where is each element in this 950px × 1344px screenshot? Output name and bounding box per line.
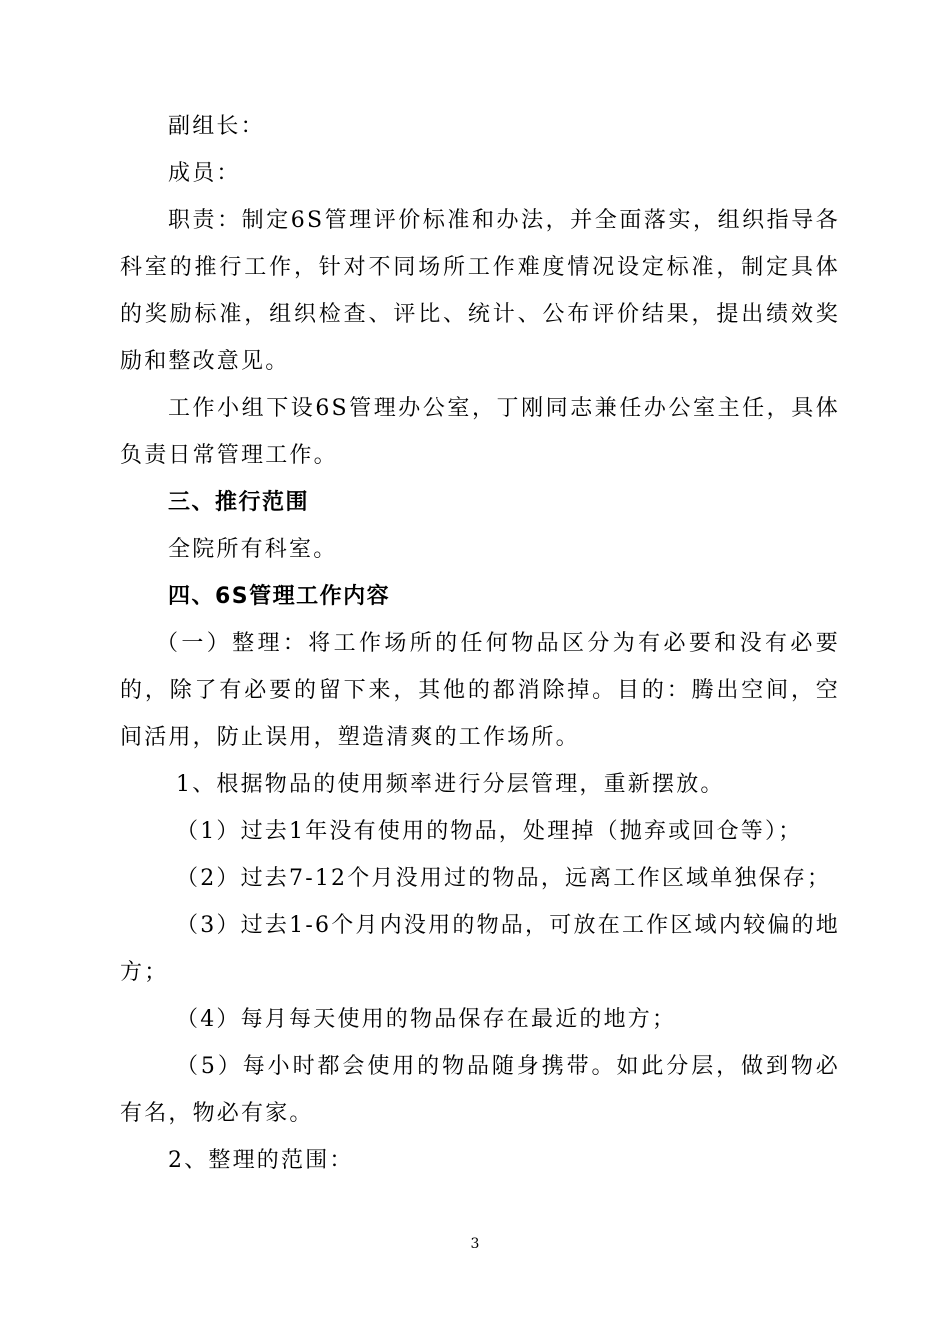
list-item-3: （3）过去1-6个月内没用的物品，可放在工作区域内较偏的地方； [120,913,840,985]
office-paragraph: 工作小组下设6S管理办公室，丁刚同志兼任办公室主任，具体负责日常管理工作。 [120,396,840,468]
page-number: 3 [470,1236,480,1252]
section-heading-content: 四、6S管理工作内容 [168,584,391,609]
list-item-5: （5）每小时都会使用的物品随身携带。如此分层，做到物必有名，物必有家。 [120,1054,840,1126]
list-item-frequency: 1、根据物品的使用频率进行分层管理，重新摆放。 [176,772,725,797]
scope-paragraph: 全院所有科室。 [168,537,338,562]
section-heading-scope: 三、推行范围 [168,490,310,515]
sort-paragraph: （一）整理：将工作场所的任何物品区分为有必要和没有必要的，除了有必要的留下来，其他的都消除掉。目的：腾出空间，空间活用，防止误用，塑造清爽的工作场所。 [120,631,840,750]
list-item-2: （2）过去7-12个月没用过的物品，远离工作区域单独保存； [176,866,832,891]
members-line: 成员： [168,161,241,186]
deputy-leader-line: 副组长： [168,114,265,139]
list-item-scope: 2、整理的范围： [168,1148,354,1173]
document-body [120,103,840,1184]
responsibilities-paragraph: 职责：制定6S管理评价标准和办法，并全面落实，组织指导各科室的推行工作，针对不同场所工作难度情况设定标准，制定具体的奖励标准，组织检查、评比、统计、公布评价结果，提出绩效奖励和整改意见。 [120,208,840,374]
list-item-4: （4）每月每天使用的物品保存在最近的地方； [176,1007,677,1032]
list-item-1: （1）过去1年没有使用的物品，处理掉（抛弃或回仓等）； [176,819,803,844]
